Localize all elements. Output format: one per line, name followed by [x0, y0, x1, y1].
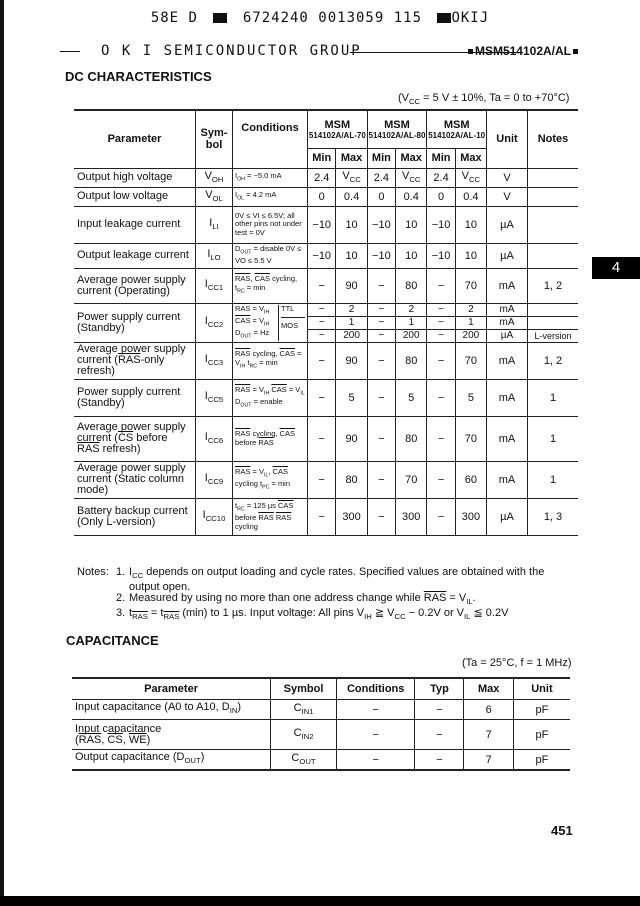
capacitance-conditions: (Ta = 25°C, f = 1 MHz) — [462, 657, 572, 669]
parameter-cell: Input leakage current — [74, 206, 196, 243]
scan-header — [0, 10, 640, 26]
value-cell: 10 — [455, 206, 486, 243]
parameter-cell: Output leakage current — [74, 243, 196, 268]
value-cell: − — [427, 379, 455, 416]
value-cell: 90 — [336, 268, 367, 303]
max-cell: 7 — [464, 750, 513, 771]
value-cell: $V_{CC}$ — [336, 168, 367, 187]
conditions-cell: $\overline{RAS} = V_{IH}$ $\overline{CAS} = V_{IL}$ $D_{OUT}$ = enable — [233, 379, 308, 416]
col-unit: Unit — [487, 110, 528, 168]
dc-title: DC CHARACTERISTICS — [65, 69, 212, 84]
unit-cell: mA — [487, 461, 528, 498]
symbol-cell: $I_{CC2}$ — [196, 303, 233, 342]
value-cell: 0.4 — [396, 187, 427, 206]
conditions-cell: $\overline{RAS} = V_{IH}$ $\overline{CAS} = V_{IH}$ $D_{OUT} = Hz$ TTL MOS — [233, 303, 308, 342]
value-cell: 0.4 — [336, 187, 367, 206]
mode-mos: MOS — [281, 320, 299, 330]
parameter-cell: Power supply current (Standby) — [74, 379, 196, 416]
col-version-80: MSM 514102A/AL-80 — [367, 110, 427, 148]
table-row — [74, 498, 578, 535]
capacitance-table — [72, 677, 570, 771]
value-cell: − — [427, 329, 455, 342]
scan-header-codes: 6724240 0013059 115 — [242, 10, 423, 26]
symbol-cell: $C_{OUT}$ — [271, 750, 337, 771]
notes-cell — [528, 168, 579, 187]
parameter-cell: Average power supply current ($\overline{CS}$ before $\overline{RAS}$ refresh) — [74, 416, 196, 461]
cap-col-unit: Unit — [513, 678, 570, 700]
parameter-cell: Output high voltage — [74, 168, 196, 187]
value-cell: 70 — [396, 461, 427, 498]
parameter-cell: Average power supply current ($\overline{RAS}$-only refresh) — [74, 342, 196, 379]
col-max: Max — [455, 148, 486, 168]
group-header — [60, 43, 580, 61]
value-cell: 2.4 — [308, 168, 336, 187]
value-cell: − — [367, 303, 395, 316]
conditions-cell: $t_{RC} = 125$ µs $\overline{CAS}$ before $\overline{RAS}$ $\overline{RAS}$ cycling — [233, 498, 308, 535]
value-cell: 10 — [455, 243, 486, 268]
table-row — [74, 303, 578, 316]
value-cell: 80 — [336, 461, 367, 498]
conditions-cell: − — [336, 700, 415, 720]
table-row — [72, 720, 570, 750]
value-cell: − — [427, 416, 455, 461]
value-cell: 10 — [396, 243, 427, 268]
capacitance-title: CAPACITANCE — [66, 633, 159, 648]
square-bullet-icon — [468, 49, 473, 54]
symbol-cell: $C_{IN2}$ — [271, 720, 337, 750]
table-row — [72, 750, 570, 771]
page-number: 451 — [551, 823, 573, 838]
value-cell: 70 — [455, 342, 486, 379]
value-cell: 1 — [396, 316, 427, 329]
parameter-cell: Input capacitance ($\overline{RAS}$, $\overline{CS}$, $\overline{WE}$) — [72, 720, 271, 750]
value-cell: − — [427, 461, 455, 498]
table-row — [74, 206, 578, 243]
col-min: Min — [427, 148, 455, 168]
notes-cell: 1, 3 — [528, 498, 579, 535]
table-row — [74, 168, 578, 187]
table-row — [74, 379, 578, 416]
col-version-10: MSM 514102A/AL-10 — [427, 110, 487, 148]
unit-cell: mA — [487, 416, 528, 461]
value-cell: 1 — [336, 316, 367, 329]
part-number — [466, 44, 580, 58]
value-cell: 70 — [455, 416, 486, 461]
unit-cell: mA — [487, 342, 528, 379]
value-cell: − — [308, 329, 336, 342]
cap-col-parameter: Parameter — [72, 678, 271, 700]
section-tab: 4 — [592, 257, 640, 279]
value-cell: − — [308, 268, 336, 303]
unit-cell: mA — [487, 316, 528, 329]
table-row — [74, 461, 578, 498]
notes-cell: 1 — [528, 461, 579, 498]
notes-cell — [528, 303, 579, 316]
col-version-70: MSM 514102A/AL-70 — [308, 110, 368, 148]
cap-col-typ: Typ — [415, 678, 464, 700]
notes-cell: L-version — [528, 329, 579, 342]
value-cell: − — [367, 316, 395, 329]
symbol-cell: $I_{CC10}$ — [196, 498, 233, 535]
conditions-cell: $\overline{RAS} = V_{IL}$, $\overline{CAS}$ cycling $t_{PC} = \min$ — [233, 461, 308, 498]
scan-header-left: 58E D — [150, 10, 198, 26]
symbol-cell: $I_{CC3}$ — [196, 342, 233, 379]
unit-cell: V — [487, 187, 528, 206]
notes-cell — [528, 187, 579, 206]
symbol-cell: $I_{LI}$ — [196, 206, 233, 243]
parameter-cell: Power supply current (Standby) — [74, 303, 196, 342]
table-row — [74, 243, 578, 268]
header-dash — [60, 51, 80, 52]
value-cell: − — [427, 316, 455, 329]
max-cell: 7 — [464, 720, 513, 750]
value-cell: − — [308, 416, 336, 461]
col-min: Min — [367, 148, 395, 168]
typ-cell: − — [415, 700, 464, 720]
group-title: O K I SEMICONDUCTOR GROUP — [101, 43, 362, 59]
value-cell: − — [427, 498, 455, 535]
value-cell: 0.4 — [455, 187, 486, 206]
notes-cell — [528, 316, 579, 329]
parameter-cell: Input capacitance (A0 to A10, $D_{IN}$) — [72, 700, 271, 720]
symbol-cell: $I_{CC9}$ — [196, 461, 233, 498]
value-cell: −10 — [367, 206, 395, 243]
col-conditions: Conditions — [233, 110, 308, 168]
value-cell: 200 — [455, 329, 486, 342]
note-item: 2. Measured by using no more than one address change while $\overline{RAS} = V_{IL}$. — [116, 592, 476, 607]
cap-col-symbol: Symbol — [271, 678, 337, 700]
value-cell: − — [308, 461, 336, 498]
symbol-cell: $V_{OH}$ — [196, 168, 233, 187]
value-cell: 200 — [336, 329, 367, 342]
value-cell: 2.4 — [367, 168, 395, 187]
symbol-cell: $I_{CC6}$ — [196, 416, 233, 461]
value-cell: 5 — [455, 379, 486, 416]
notes-cell — [528, 243, 579, 268]
value-cell: $V_{CC}$ — [455, 168, 486, 187]
conditions-cell: $D_{OUT}$ = disable 0V ≤ VO ≤ 5.5 V — [233, 243, 308, 268]
value-cell: − — [367, 379, 395, 416]
value-cell: − — [367, 268, 395, 303]
max-cell: 6 — [464, 700, 513, 720]
notes-label: Notes: — [77, 566, 109, 578]
unit-cell: pF — [513, 700, 570, 720]
value-cell: 90 — [336, 416, 367, 461]
block-mark-icon — [213, 13, 227, 23]
scan-left-edge — [0, 0, 4, 906]
note-item: 3. $t_{\overline{RAS}} = t_{\overline{RAS}}$ (min) to 1 µs. Input voltage: All pins $V_{IH}$ ≧ $V_{CC} - 0.2V$ or $V_{IL}$ ≦ 0.2V — [116, 606, 509, 622]
notes-cell: 1 — [528, 379, 579, 416]
table-row — [74, 187, 578, 206]
value-cell: 60 — [455, 461, 486, 498]
value-cell: 300 — [336, 498, 367, 535]
value-cell: −10 — [367, 243, 395, 268]
unit-cell: mA — [487, 303, 528, 316]
value-cell: 1 — [455, 316, 486, 329]
value-cell: 2.4 — [427, 168, 455, 187]
col-max: Max — [336, 148, 367, 168]
mode-ttl: TTL — [281, 305, 305, 318]
value-cell: 5 — [396, 379, 427, 416]
symbol-cell: $I_{CC1}$ — [196, 268, 233, 303]
notes-cell: 1, 2 — [528, 342, 579, 379]
value-cell: −10 — [308, 243, 336, 268]
typ-cell: − — [415, 720, 464, 750]
value-cell: 0 — [308, 187, 336, 206]
unit-cell: V — [487, 168, 528, 187]
unit-cell: mA — [487, 268, 528, 303]
symbol-cell: $V_{OL}$ — [196, 187, 233, 206]
unit-cell: pF — [513, 750, 570, 771]
value-cell: − — [367, 342, 395, 379]
unit-cell: µA — [487, 498, 528, 535]
parameter-cell: Output capacitance $(D_{OUT})$ — [72, 750, 271, 771]
table-row — [74, 416, 578, 461]
typ-cell: − — [415, 750, 464, 771]
unit-cell: µA — [487, 329, 528, 342]
col-min: Min — [308, 148, 336, 168]
value-cell: − — [427, 268, 455, 303]
value-cell: −10 — [308, 206, 336, 243]
square-bullet-icon — [573, 49, 578, 54]
unit-cell: pF — [513, 720, 570, 750]
conditions-cell: − — [336, 750, 415, 771]
unit-cell: mA — [487, 379, 528, 416]
col-max: Max — [396, 148, 427, 168]
note-item: 1. $I_{CC}$ depends on output loading and cycle rates. Specified values are obtained with the output open. — [116, 566, 545, 593]
table-row — [74, 342, 578, 379]
value-cell: − — [367, 498, 395, 535]
value-cell: 300 — [396, 498, 427, 535]
value-cell: 2 — [336, 303, 367, 316]
value-cell: 70 — [455, 268, 486, 303]
parameter-cell: Output low voltage — [74, 187, 196, 206]
value-cell: − — [427, 303, 455, 316]
value-cell: − — [308, 303, 336, 316]
part-number-text: MSM514102A/AL — [474, 44, 571, 58]
table-row — [74, 268, 578, 303]
dc-characteristics-table — [74, 109, 578, 536]
value-cell: − — [308, 342, 336, 379]
dc-conditions: ($V_{CC} = 5$ V ± 10%, Ta = 0 to +70°C) — [398, 92, 570, 107]
conditions-cell: − — [336, 720, 415, 750]
value-cell: 10 — [396, 206, 427, 243]
value-cell: − — [308, 498, 336, 535]
value-cell: 90 — [336, 342, 367, 379]
value-cell: − — [367, 461, 395, 498]
notes-cell: 1 — [528, 416, 579, 461]
value-cell: − — [308, 379, 336, 416]
conditions-cell: $\overline{RAS}$ cycling, $\overline{CAS}$ before $\overline{RAS}$ — [233, 416, 308, 461]
symbol-cell: $I_{CC5}$ — [196, 379, 233, 416]
value-cell: 10 — [336, 206, 367, 243]
notes-cell — [528, 206, 579, 243]
value-cell: −10 — [427, 206, 455, 243]
unit-cell: µA — [487, 206, 528, 243]
symbol-cell: $C_{IN1}$ — [271, 700, 337, 720]
value-cell: − — [367, 416, 395, 461]
col-parameter: Parameter — [74, 110, 196, 168]
scan-bottom-edge — [0, 896, 640, 906]
col-notes: Notes — [528, 110, 579, 168]
value-cell: 300 — [455, 498, 486, 535]
value-cell: 200 — [396, 329, 427, 342]
cap-col-conditions: Conditions — [336, 678, 415, 700]
cap-col-max: Max — [464, 678, 513, 700]
value-cell: 80 — [396, 268, 427, 303]
parameter-cell: Battery backup current (Only L-version) — [74, 498, 196, 535]
unit-cell: µA — [487, 243, 528, 268]
value-cell: 80 — [396, 416, 427, 461]
conditions-cell: $\overline{RAS}$, $\overline{CAS}$ cycling, $t_{RC} = \min$ — [233, 268, 308, 303]
conditions-cell: $I_{OL} = 4.2$ mA — [233, 187, 308, 206]
value-cell: $V_{CC}$ — [396, 168, 427, 187]
parameter-cell: Average power supply current (Static column mode) — [74, 461, 196, 498]
parameter-cell: Average power supply current (Operating) — [74, 268, 196, 303]
conditions-cell: $I_{OH} = -5.0$ mA — [233, 168, 308, 187]
value-cell: −10 — [427, 243, 455, 268]
notes-cell: 1, 2 — [528, 268, 579, 303]
value-cell: 2 — [396, 303, 427, 316]
value-cell: 0 — [427, 187, 455, 206]
col-symbol: Sym- bol — [196, 110, 233, 168]
value-cell: − — [308, 316, 336, 329]
value-cell: 2 — [455, 303, 486, 316]
conditions-cell: $\overline{RAS}$ cycling, $\overline{CAS} = V_{IH}$ $t_{RC} = \min$ — [233, 342, 308, 379]
symbol-cell: $I_{LO}$ — [196, 243, 233, 268]
value-cell: − — [367, 329, 395, 342]
value-cell: 10 — [336, 243, 367, 268]
value-cell: 80 — [396, 342, 427, 379]
table-row — [72, 700, 570, 720]
value-cell: − — [427, 342, 455, 379]
value-cell: 5 — [336, 379, 367, 416]
value-cell: 0 — [367, 187, 395, 206]
conditions-cell: 0V ≤ VI ≤ 6.5V; all other pins not under test = 0V — [233, 206, 308, 243]
block-mark-icon — [437, 13, 451, 23]
scan-header-right: OKIJ — [451, 10, 490, 26]
